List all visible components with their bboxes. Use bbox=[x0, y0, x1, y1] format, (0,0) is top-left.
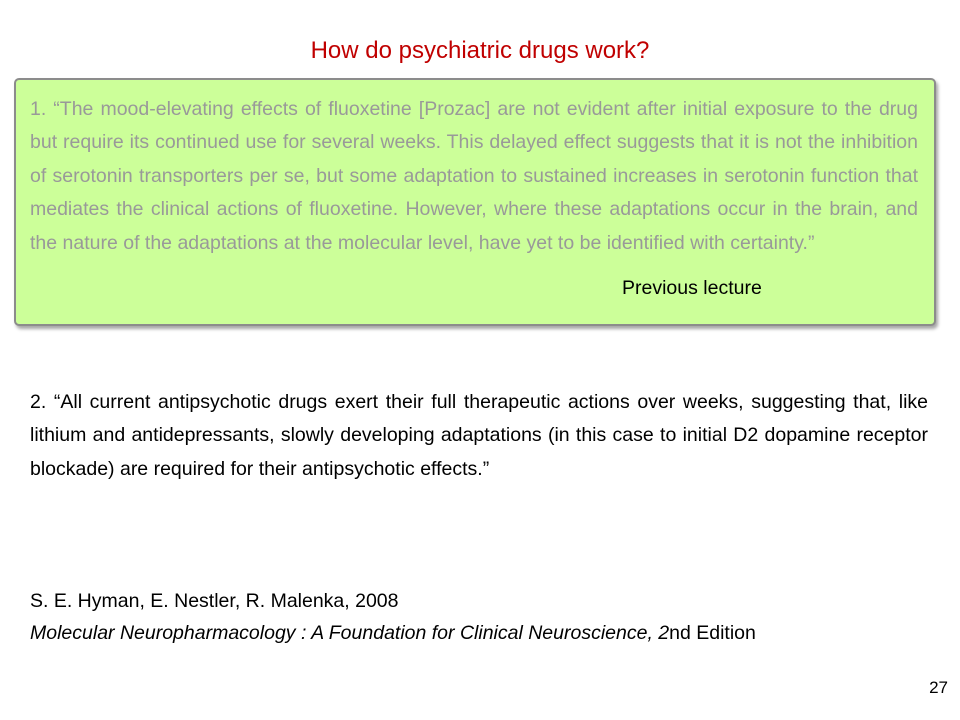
previous-lecture-label: Previous lecture bbox=[622, 277, 762, 299]
book-title-edition: nd Edition bbox=[669, 622, 756, 644]
quote-2-text: 2. “All current antipsychotic drugs exert their full therapeutic actions over weeks, suggesting that, like lithium and antidepressants, slowly developing adaptations (in this case to initial D2 dopamine receptor blockade) are required for their antipsychotic effects.” bbox=[30, 391, 928, 480]
citation-book-title bbox=[30, 620, 756, 646]
quote-1-text: 1. “The mood-elevating effects of fluoxetine [Prozac] are not evident after initial exposure to the drug but require its continued use for several weeks. This delayed effect suggests that it is not the inhibition of serotonin transporters per se, but some adaptation to sustained increases in serotonin function that mediates the clinical actions of fluoxetine. However, where these adaptations occur in the brain, and the nature of the adaptations at the molecular level, have yet to be identified with certainty.” bbox=[30, 98, 918, 254]
citation-authors: S. E. Hyman, E. Nestler, R. Malenka, 2008 bbox=[30, 590, 399, 612]
previous-lecture-quote-box bbox=[14, 78, 936, 326]
page-number: 27 bbox=[929, 678, 948, 697]
book-title-italic: Molecular Neuropharmacology : A Foundation for Clinical Neuroscience, 2 bbox=[30, 622, 670, 644]
slide-title: How do psychiatric drugs work? bbox=[310, 37, 650, 64]
